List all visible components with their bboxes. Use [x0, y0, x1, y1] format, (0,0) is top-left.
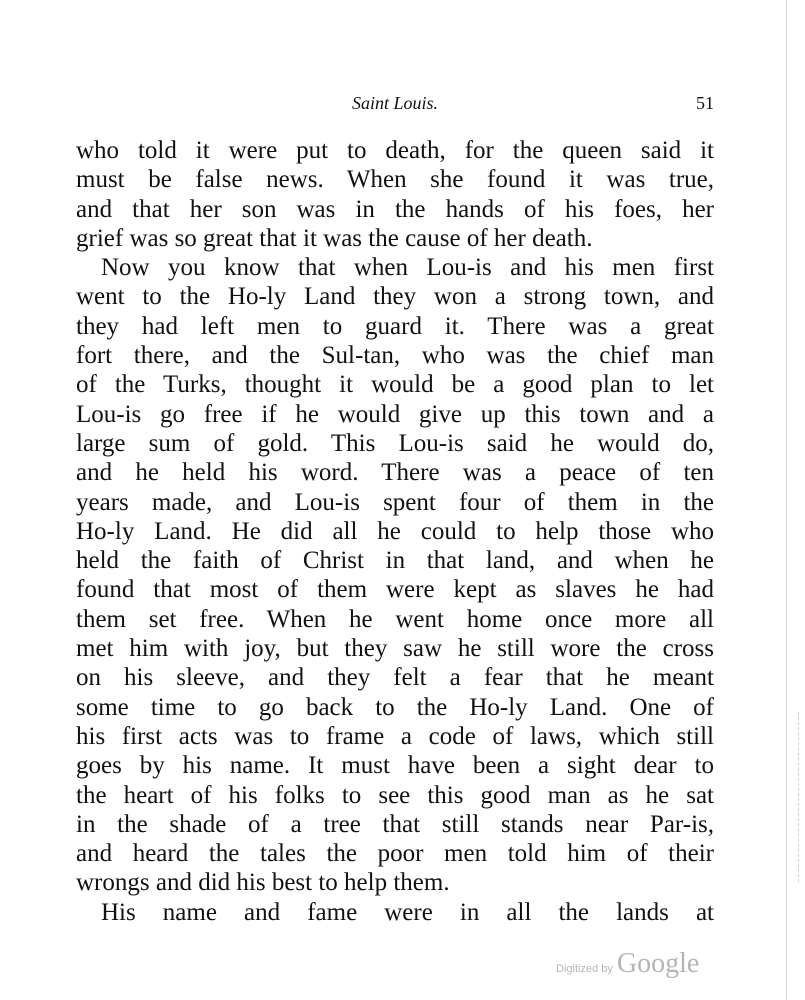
text-line: held the faith of Christ in that land, and when he	[76, 547, 714, 575]
text-line: went to the Ho-ly Land they won a strong town, and	[76, 283, 714, 311]
text-line: Now you know that when Lou-is and his men first	[101, 254, 714, 282]
page-edge-marks	[798, 712, 801, 882]
running-header	[76, 88, 714, 118]
text-line: found that most of them were kept as slaves he had	[76, 576, 714, 604]
text-line: His name and fame were in all the lands at	[101, 898, 714, 926]
text-line: and he held his word. There was a peace of ten	[76, 459, 714, 487]
digitized-by-google-watermark	[556, 948, 699, 988]
text-line: must be false news. When she found it was true,	[76, 166, 714, 194]
body-text	[76, 136, 714, 927]
page-gutter-line	[786, 0, 787, 1000]
text-line: some time to go back to the Ho-ly Land. One of	[76, 693, 714, 721]
text-line: they had left men to guard it. There was a great	[76, 312, 714, 340]
watermark-prefix: Digitized by	[556, 963, 613, 975]
text-line: and heard the tales the poor men told him of their	[76, 840, 714, 868]
text-line: years made, and Lou-is spent four of them in the	[76, 488, 714, 516]
text-line: wrongs and did his best to help them.	[76, 869, 450, 897]
text-line: Ho-ly Land. He did all he could to help those who	[76, 517, 714, 545]
text-line: of the Turks, thought it would be a good plan to let	[76, 371, 714, 399]
text-line: the heart of his folks to see this good man as he sat	[76, 781, 714, 809]
text-line: in the shade of a tree that still stands near Par-is,	[76, 810, 714, 838]
text-line: fort there, and the Sul-tan, who was the chief man	[76, 342, 714, 370]
text-line: and that her son was in the hands of his foes, her	[76, 195, 714, 223]
text-line: who told it were put to death, for the queen said it	[76, 137, 714, 164]
page-number: 51	[696, 93, 714, 113]
text-line: met him with joy, but they saw he still wore the cross	[76, 635, 714, 663]
watermark-brand-logo: Google	[616, 948, 700, 979]
text-line: on his sleeve, and they felt a fear that he meant	[76, 664, 714, 692]
text-line: them set free. When he went home once more all	[76, 605, 714, 633]
text-line: Lou-is go free if he would give up this town and a	[76, 400, 714, 428]
text-line: grief was so great that it was the cause of her death.	[76, 224, 593, 252]
text-line: goes by his name. It must have been a sight dear to	[76, 752, 714, 780]
text-line: large sum of gold. This Lou-is said he would do,	[76, 429, 714, 457]
text-line: his first acts was to frame a code of laws, which still	[76, 722, 714, 750]
running-title: Saint Louis.	[351, 93, 439, 113]
